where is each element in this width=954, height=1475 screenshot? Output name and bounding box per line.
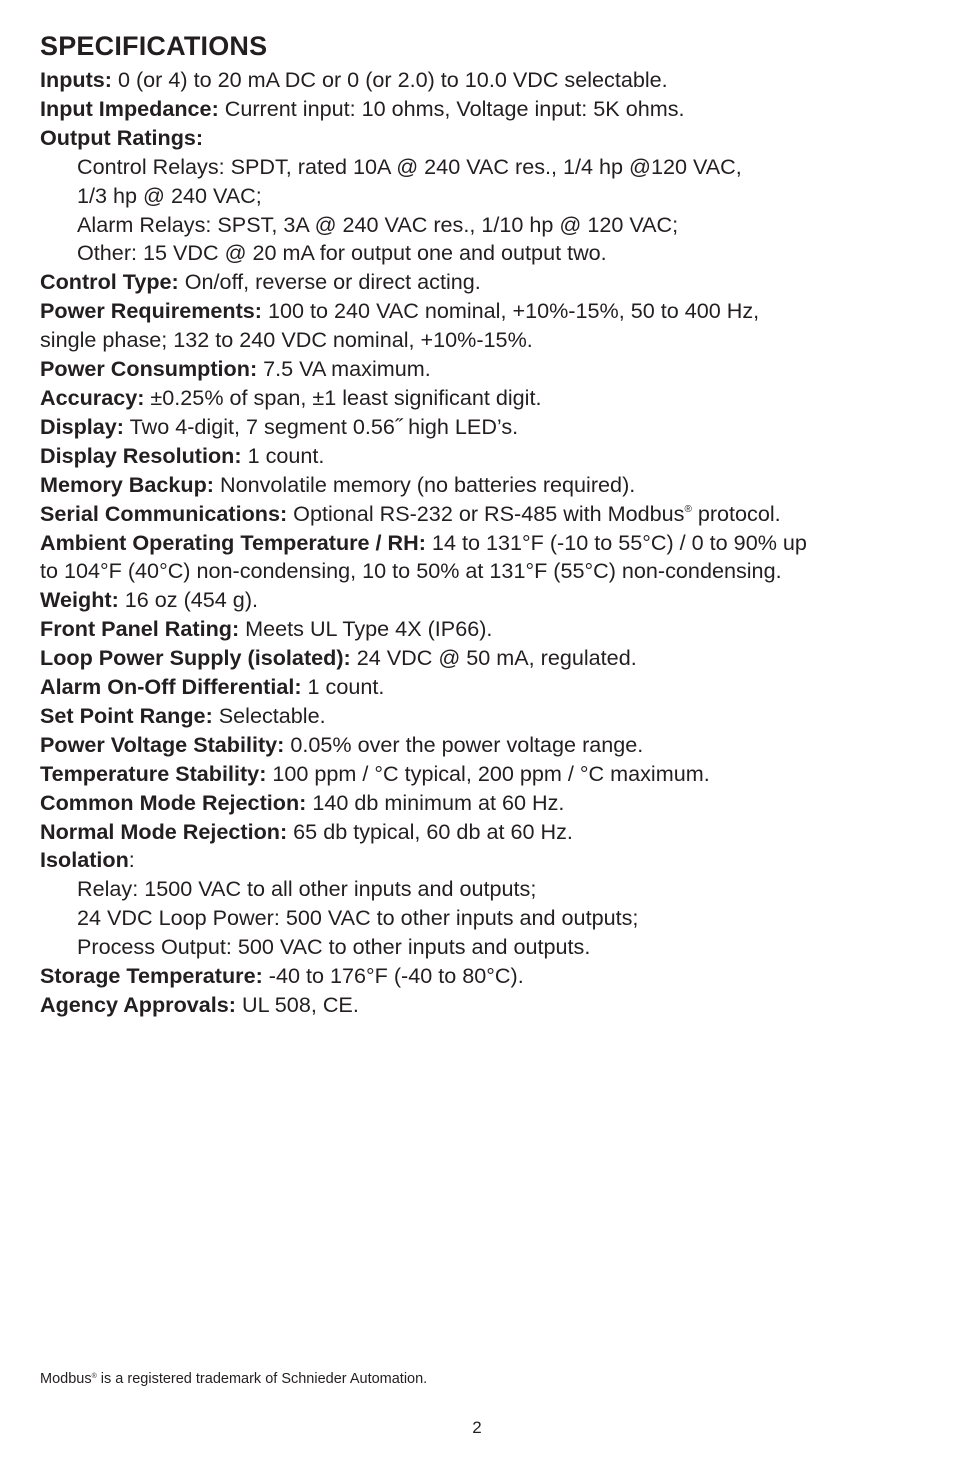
- spec-label: Normal Mode Rejection:: [40, 818, 288, 844]
- spec-control-type: [40, 268, 920, 297]
- spec-value: 1 count.: [241, 442, 325, 468]
- spec-loop-power-supply: [40, 644, 920, 673]
- spec-value: 65 db typical, 60 db at 60 Hz.: [287, 818, 573, 844]
- spec-label: Display:: [40, 413, 125, 439]
- spec-value: 100 ppm / °C typical, 200 ppm / °C maximum.: [266, 760, 710, 786]
- spec-label: Power Consumption:: [40, 356, 258, 382]
- spec-value: 14 to 131°F (-10 to 55°C) / 0 to 90% up: [425, 529, 807, 555]
- spec-sub-line: 1/3 hp @ 240 VAC;: [77, 182, 262, 208]
- spec-sub-line: Alarm Relays: SPST, 3A @ 240 VAC res., 1/10 hp @ 120 VAC;: [77, 211, 679, 237]
- spec-value: 0.05% over the power voltage range.: [284, 731, 644, 757]
- spec-common-mode-rejection: [40, 789, 920, 818]
- spec-weight: [40, 586, 920, 615]
- spec-label: Inputs:: [40, 67, 112, 92]
- page-number: 2: [472, 1418, 482, 1437]
- spec-sub-line: Control Relays: SPDT, rated 10A @ 240 VAC res., 1/4 hp @120 VAC,: [77, 153, 742, 179]
- spec-label: Set Point Range:: [40, 702, 213, 728]
- spec-display: [40, 413, 920, 442]
- spec-value: Two 4-digit, 7 segment 0.56˝ high LED’s.: [124, 413, 519, 439]
- spec-output-ratings: [40, 124, 920, 153]
- spec-value: Nonvolatile memory (no batteries required).: [214, 471, 636, 497]
- spec-label: Isolation: [40, 847, 129, 873]
- spec-label: Ambient Operating Temperature / RH:: [40, 529, 426, 555]
- spec-set-point-range: [40, 702, 920, 731]
- spec-label: Storage Temperature:: [40, 963, 263, 989]
- spec-display-resolution: [40, 442, 920, 471]
- spec-value: 1 count.: [301, 674, 385, 700]
- spec-normal-mode-rejection: [40, 818, 920, 847]
- spec-label: Memory Backup:: [40, 471, 214, 497]
- spec-sub-line: Relay: 1500 VAC to all other inputs and outputs;: [77, 876, 537, 902]
- spec-accuracy: [40, 384, 920, 413]
- spec-continuation: to 104°F (40°C) non-condensing, 10 to 50% at 131°F (55°C) non-condensing.: [40, 558, 782, 584]
- spec-storage-temperature: [40, 962, 920, 991]
- spec-label: Temperature Stability:: [40, 760, 267, 786]
- spec-front-panel-rating: [40, 615, 920, 644]
- spec-memory-backup: [40, 471, 920, 500]
- spec-label: Weight:: [40, 587, 119, 613]
- spec-label: Power Voltage Stability:: [40, 731, 285, 757]
- spec-ambient-temperature: [40, 529, 920, 558]
- spec-power-voltage-stability: [40, 731, 920, 760]
- footnote-text: is a registered trademark of Schnieder Automation.: [96, 1371, 428, 1387]
- spec-label: Serial Communications:: [40, 500, 288, 526]
- spec-value: On/off, reverse or direct acting.: [178, 269, 481, 295]
- spec-value: 140 db minimum at 60 Hz.: [306, 789, 565, 815]
- spec-value: 0 (or 4) to 20 mA DC or 0 (or 2.0) to 10.0 VDC selectable.: [111, 67, 668, 92]
- spec-input-impedance: [40, 95, 920, 124]
- spec-label: Loop Power Supply (isolated):: [40, 645, 351, 671]
- page-title: SPECIFICATIONS: [40, 31, 268, 61]
- spec-label: Display Resolution:: [40, 442, 242, 468]
- registered-mark: ®: [684, 503, 692, 515]
- footnote-word: Modbus: [40, 1371, 92, 1387]
- spec-power-requirements: [40, 297, 920, 326]
- spec-label: Accuracy:: [40, 384, 145, 410]
- spec-label: Input Impedance:: [40, 95, 219, 121]
- spec-value: 100 to 240 VAC nominal, +10%-15%, 50 to 400 Hz,: [262, 298, 760, 324]
- spec-value: Selectable.: [212, 702, 326, 728]
- specifications-list: [40, 66, 920, 1020]
- spec-label: Output Ratings:: [40, 124, 204, 150]
- spec-agency-approvals: [40, 991, 920, 1020]
- spec-value: UL 508, CE.: [236, 992, 359, 1017]
- spec-label: Common Mode Rejection:: [40, 789, 307, 815]
- spec-alarm-differential: [40, 673, 920, 702]
- spec-temperature-stability: [40, 760, 920, 789]
- registered-mark: ®: [91, 1373, 97, 1380]
- spec-serial-communications: [40, 500, 920, 529]
- spec-value: 24 VDC @ 50 mA, regulated.: [350, 645, 637, 671]
- spec-value: 7.5 VA maximum.: [257, 356, 431, 382]
- spec-value: 16 oz (454 g).: [118, 587, 259, 613]
- spec-isolation: [40, 846, 920, 875]
- spec-continuation: single phase; 132 to 240 VDC nominal, +10%-15%.: [40, 327, 533, 353]
- spec-value: Optional RS-232 or RS-485 with Modbus: [287, 500, 685, 526]
- spec-label: Agency Approvals:: [40, 992, 236, 1017]
- spec-label: Control Type:: [40, 269, 179, 295]
- spec-value: Current input: 10 ohms, Voltage input: 5K ohms.: [218, 95, 685, 121]
- spec-value-tail: protocol.: [691, 500, 781, 526]
- spec-value: Meets UL Type 4X (IP66).: [239, 616, 493, 642]
- spec-label: Power Requirements:: [40, 298, 262, 324]
- spec-value: -40 to 176°F (-40 to 80°C).: [262, 963, 524, 989]
- spec-inputs: [40, 66, 920, 95]
- spec-power-consumption: [40, 355, 920, 384]
- spec-sub-line: Other: 15 VDC @ 20 mA for output one and output two.: [77, 240, 607, 266]
- spec-sub-line: Process Output: 500 VAC to other inputs and outputs.: [77, 934, 591, 960]
- spec-value: ±0.25% of span, ±1 least significant digit.: [144, 384, 542, 410]
- spec-label: Front Panel Rating:: [40, 616, 240, 642]
- spec-sub-line: 24 VDC Loop Power: 500 VAC to other inputs and outputs;: [77, 905, 639, 931]
- spec-label: Alarm On-Off Differential:: [40, 674, 302, 700]
- trademark-footnote: [40, 1370, 427, 1388]
- spec-colon: :: [128, 847, 135, 873]
